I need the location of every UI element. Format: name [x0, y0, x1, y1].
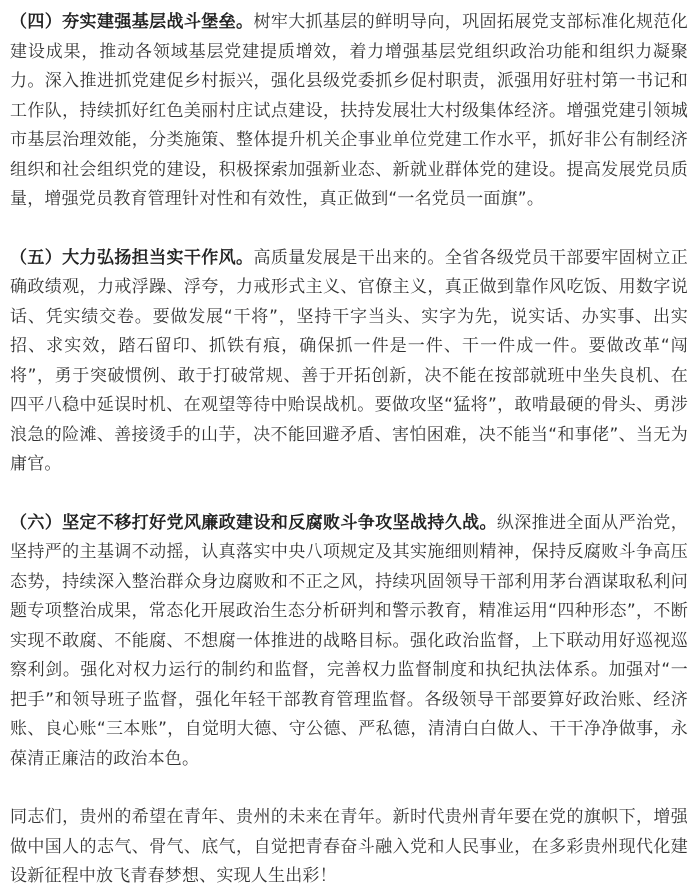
paragraph-six: [10, 509, 688, 775]
paragraph-six-heading: （六）坚定不移打好党风廉政建设和反腐败斗争攻坚战持久战。: [10, 512, 497, 533]
closing-paragraph: [10, 803, 688, 892]
paragraph-four: [10, 8, 688, 215]
paragraph-five: [10, 244, 688, 480]
paragraph-six-body: 纵深推进全面从严治党，坚持严的主基调不动摇，认真落实中央八项规定及其实施细则精神，保持反腐败斗争高压态势，持续深入整治群众身边腐败和不正之风，持续巩固领导干部利用茅台酒谋取私利问题专项整治成果，常态化开展政治生态分析研判和警示教育，精准运用“四种形态”，不断实现不敢腐、不能腐、不想腐一体推进的战略目标。强化政治监督，上下联动用好巡视巡察利剑。强化对权力运行的制约和监督，完善权力监督制度和执纪执法体系。加强对“一把手”和领导班子监督，强化年轻干部教育管理监督。各级领导干部要算好政治账、经济账、良心账“三本账”，自觉明大德、守公德、严私德，清清白白做人、干干净净做事，永葆清正廉洁的政治本色。: [10, 512, 688, 769]
paragraph-four-heading: （四）夯实建强基层战斗堡垒。: [10, 12, 254, 32]
paragraph-four-body: 树牢大抓基层的鲜明导向，巩固拓展党支部标准化规范化建设成果，推动各领域基层党建提质增效，着力增强基层党组织政治功能和组织力凝聚力。深入推进抓党建促乡村振兴，强化县级党委抓乡促村职责，派强用好驻村第一书记和工作队，持续抓好红色美丽村庄试点建设，扶持发展壮大村级集体经济。增强党建引领城市基层治理效能，分类施策、整体提升机关企事业单位党建工作水平，抓好非公有制经济组织和社会组织党的建设，积极探索加强新业态、新就业群体党的建设。提高发展党员质量，增强党员教育管理针对性和有效性，真正做到“一名党员一面旗”。: [10, 12, 688, 209]
closing-paragraph-body: 同志们，贵州的希望在青年、贵州的未来在青年。新时代贵州青年要在党的旗帜下，增强做中国人的志气、骨气、底气，自觉把青春奋斗融入党和人民事业，在多彩贵州现代化建设新征程中放飞青春梦想、实现人生出彩！: [10, 807, 688, 886]
paragraph-five-body: 高质量发展是干出来的。全省各级党员干部要牢固树立正确政绩观，力戒浮躁、浮夸，力戒形式主义、官僚主义，真正做到靠作风吃饭、用数字说话、凭实绩交卷。要做发展“干将”，坚持干字当头、实字为先，说实话、办实事、出实招、求实效，踏石留印、抓铁有痕，确保抓一件是一件、干一件成一件。要做改革“闯将”，勇于突破惯例、敢于打破常规、善于开拓创新，决不能在按部就班中坐失良机、在四平八稳中延误时机、在观望等待中贻误战机。要做攻坚“猛将”，敢啃最硬的骨头、勇涉浪急的险滩、善接烫手的山芋，决不能回避矛盾、害怕困难，决不能当“和事佬”、当无为庸官。: [10, 247, 688, 474]
paragraph-five-heading: （五）大力弘扬担当实干作风。: [10, 247, 254, 268]
